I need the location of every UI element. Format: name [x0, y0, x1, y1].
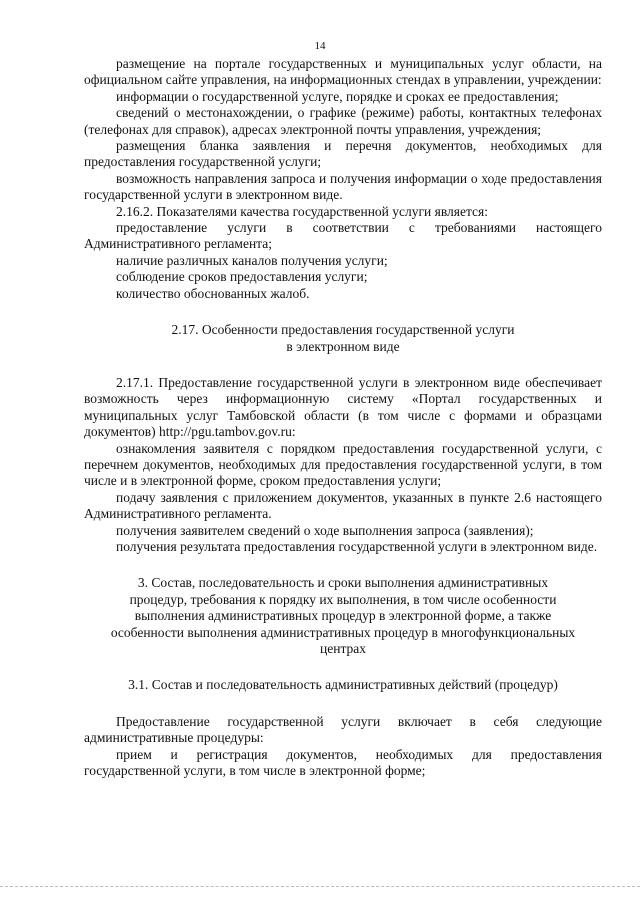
section-heading-3: 3. Состав, последовательность и сроки выполнения административных: [137, 575, 549, 591]
scan-edge-line: [0, 886, 640, 889]
paragraph: подачу заявления с приложением документов, указанных в пункте 2.6 настоящего Административного регламента.: [84, 489, 602, 522]
paragraph: 2.17.1. Предоставление государственной услуги в электронном виде обеспечивает возможность через информационную систему «Портал государственных и муниципальных услуг Тамбовской области (в том числе с формами и образцами документов) http://pgu.tambov.gov.ru:: [84, 374, 602, 440]
section-heading-3: выполнения административных процедур в электронной форме, а также: [134, 608, 552, 624]
paragraph: предоставление услуги в соответствии с требованиями настоящего Административного регламента;: [84, 220, 602, 252]
paragraph: количество обоснованных жалоб.: [116, 285, 310, 301]
paragraph: соблюдение сроков предоставления услуги;: [116, 269, 368, 285]
paragraph: получения заявителем сведений о ходе выполнения запроса (заявления);: [116, 522, 534, 538]
paragraph: сведений о местонахождении, о графике (режиме) работы, контактных телефонах (телефонах для справок), адресах электронной почты управления, учреждения;: [84, 105, 602, 137]
page-number: 14: [314, 40, 326, 52]
paragraph: возможность направления запроса и получения информации о ходе предоставления государственной услуги в электронном виде.: [84, 170, 602, 203]
paragraph: информации о государственной услуге, порядке и сроках ее предоставления;: [116, 88, 559, 104]
paragraph: размещения бланка заявления и перечня документов, необходимых для предоставления государственной услуги;: [84, 138, 602, 170]
paragraph: ознакомления заявителя с порядком предоставления государственной услуги, с перечнем документов, необходимых для предоставления государственной услуги, в том числе и в электронной форме, сроком предоставления услуги;: [84, 440, 602, 489]
document-body: [84, 56, 602, 779]
paragraph: наличие различных каналов получения услуги;: [116, 252, 388, 268]
paragraph: Предоставление государственной услуги включает в себя следующие административные процедуры:: [84, 713, 602, 746]
paragraph: прием и регистрация документов, необходимых для предоставления государственной услуги, в том числе в электронной форме;: [84, 746, 602, 779]
section-heading-217: в электронном виде: [286, 338, 400, 354]
paragraph: размещение на портале государственных и муниципальных услуг области, на официальном сайте управления, на информационных стендах в управлении, учреждении:: [84, 56, 602, 88]
section-heading-3: особенности выполнения административных процедур в многофункциональных: [110, 624, 576, 640]
paragraph: 2.16.2. Показателями качества государственной услуги является:: [116, 203, 488, 219]
section-heading-31: 3.1. Состав и последовательность административных действий (процедур): [128, 677, 558, 693]
section-heading-3: процедур, требования к порядку их выполнения, в том числе особенности: [129, 591, 557, 607]
section-heading-217: 2.17. Особенности предоставления государственной услуги: [171, 322, 515, 338]
section-heading-3: центрах: [320, 641, 366, 656]
paragraph: получения результата предоставления государственной услуги в электронном виде.: [116, 538, 598, 554]
